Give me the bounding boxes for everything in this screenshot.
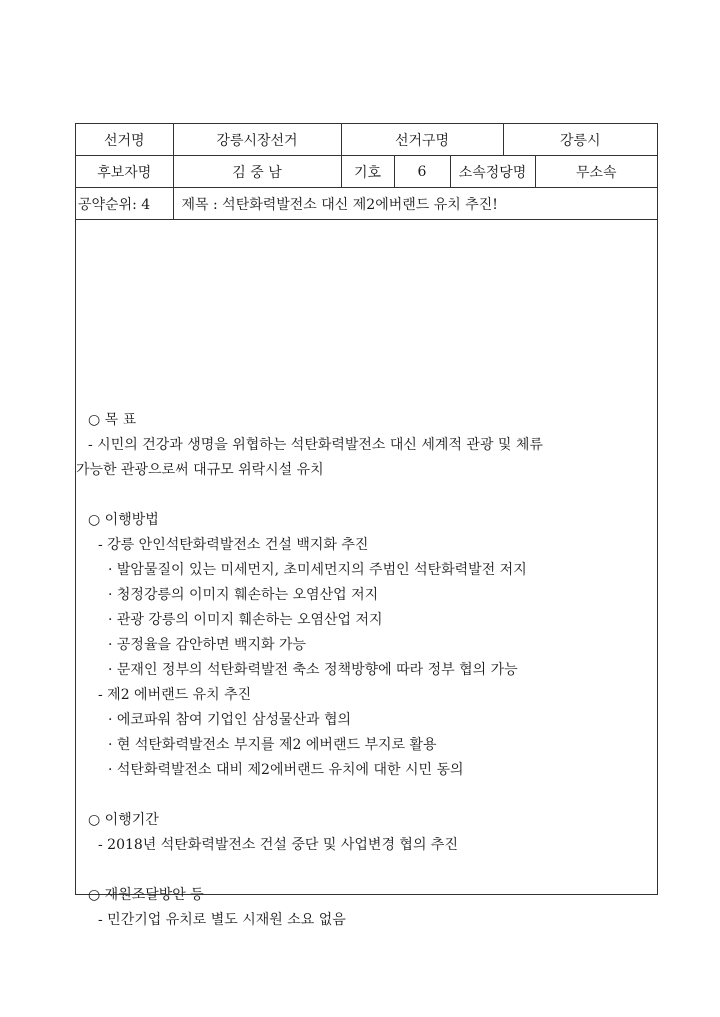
method-heading: ○ 이행방법 <box>88 512 159 528</box>
candidate-value: 김 중 남 <box>173 156 341 188</box>
goal-line-1: - 시민의 건강과 생명을 위협하는 석탄화력발전소 대신 세계적 관광 및 체류 <box>88 437 543 453</box>
election-label: 선거명 <box>76 124 173 156</box>
method-item: · 현 석탄화력발전소 부지를 제2 에버랜드 부지로 활용 <box>108 737 437 753</box>
candidate-label: 후보자명 <box>76 156 173 188</box>
method-item: · 공정율을 감안하면 백지화 가능 <box>108 637 307 653</box>
party-value: 무소속 <box>535 156 657 188</box>
pledge-sheet <box>75 123 658 928</box>
funding-line: - 민간기업 유치로 별도 시재원 소요 없음 <box>98 912 346 928</box>
number-label: 기호 <box>341 156 394 188</box>
pledge-title: 제목 : 석탄화력발전소 대신 제2에버랜드 유치 추진! <box>173 188 657 220</box>
method-subheading-1: - 강릉 안인석탄화력발전소 건설 백지화 추진 <box>98 537 369 553</box>
party-label: 소속정당명 <box>450 156 535 188</box>
period-heading: ○ 이행기간 <box>88 812 159 828</box>
election-value: 강릉시장선거 <box>173 124 341 156</box>
goal-heading: ○ 목 표 <box>88 412 137 428</box>
district-label: 선거구명 <box>341 124 503 156</box>
method-item: · 청정강릉의 이미지 훼손하는 오염산업 저지 <box>108 587 379 603</box>
header-table <box>76 124 657 220</box>
method-item: · 발암물질이 있는 미세먼지, 초미세먼지의 주범인 석탄화력발전 저지 <box>108 562 527 578</box>
goal-text <box>76 433 657 483</box>
method-item: · 문재인 정부의 석탄화력발전 축소 정책방향에 따라 정부 협의 가능 <box>108 662 518 678</box>
funding-heading: ○ 재원조달방안 등 <box>88 887 204 903</box>
district-value: 강릉시 <box>503 124 657 156</box>
period-line: - 2018년 석탄화력발전소 건설 중단 및 사업변경 협의 추진 <box>98 837 458 853</box>
number-value: 6 <box>394 156 450 188</box>
method-item: · 석탄화력발전소 대비 제2에버랜드 유치에 대한 시민 동의 <box>108 762 464 778</box>
pledge-rank: 공약순위: 4 <box>76 188 173 220</box>
method-item: · 에코파워 참여 기업인 삼성물산과 협의 <box>108 712 352 728</box>
method-item: · 관광 강릉의 이미지 훼손하는 오염산업 저지 <box>108 612 383 628</box>
goal-line-2: 가능한 관광으로써 대규모 위락시설 유치 <box>76 462 324 478</box>
method-subheading-2: - 제2 에버랜드 유치 추진 <box>98 687 252 703</box>
